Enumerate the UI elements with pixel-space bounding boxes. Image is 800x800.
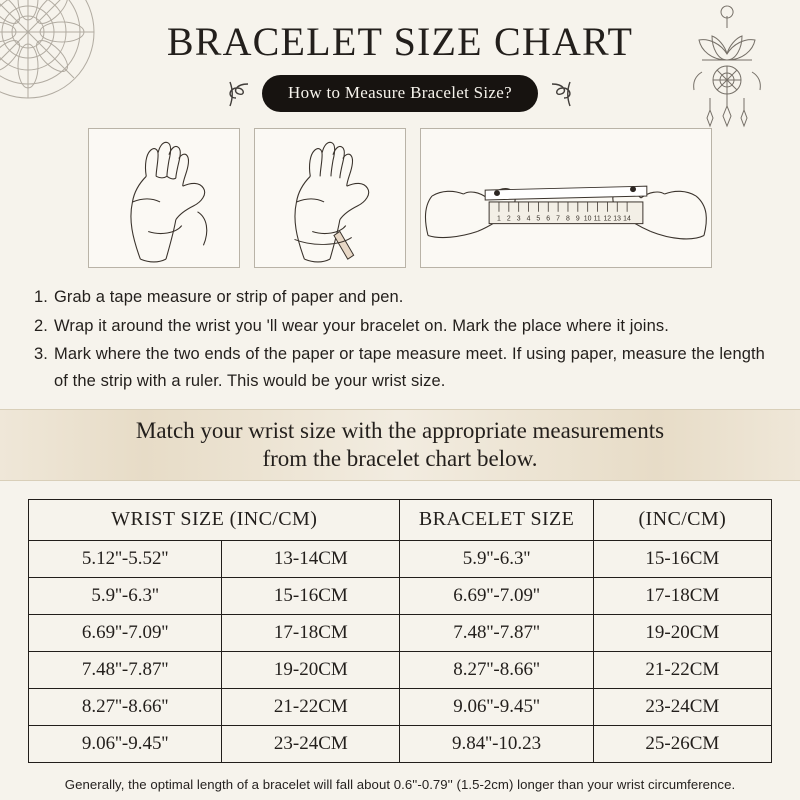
svg-text:14: 14	[623, 215, 631, 223]
subtitle-pill: How to Measure Bracelet Size?	[262, 75, 538, 112]
cell-bracelet-cm: 15-16CM	[593, 540, 771, 577]
table-row	[29, 540, 772, 577]
cell-wrist-cm: 19-20CM	[222, 651, 400, 688]
step-text: Mark where the two ends of the paper or tape measure meet. If using paper, measure the length of the strip with a ruler. This would be your wrist size.	[54, 345, 765, 391]
cell-wrist-cm: 13-14CM	[222, 540, 400, 577]
photo-hand-with-paper-strip	[254, 128, 406, 268]
footnote: Generally, the optimal length of a bracelet will fall about 0.6''-0.79'' (1.5-2cm) longer than your wrist circumference.	[64, 776, 736, 792]
cell-bracelet-inch: 7.48''-7.87''	[400, 614, 593, 651]
svg-text:10: 10	[583, 215, 592, 223]
cell-wrist-cm: 15-16CM	[222, 577, 400, 614]
header-bracelet-size: BRACELET SIZE	[400, 499, 593, 540]
list-item	[34, 284, 766, 311]
cell-wrist-cm: 21-22CM	[222, 688, 400, 725]
svg-text:3: 3	[516, 215, 521, 223]
svg-text:13: 13	[613, 215, 621, 223]
svg-text:8: 8	[566, 215, 570, 223]
table-row	[29, 725, 772, 762]
step-number: 3.	[34, 345, 48, 364]
banner-line-1: Match your wrist size with the appropriate measurements	[135, 417, 665, 443]
flourish-left-icon	[226, 80, 252, 108]
svg-text:6: 6	[546, 215, 551, 223]
cell-bracelet-inch: 9.84''-10.23	[400, 725, 593, 762]
svg-text:7: 7	[556, 215, 560, 223]
step-text: Grab a tape measure or strip of paper and pen.	[54, 288, 404, 306]
cell-wrist-inch: 8.27''-8.66''	[29, 688, 222, 725]
match-banner	[0, 409, 800, 481]
subtitle-row	[0, 75, 800, 112]
list-item	[34, 313, 766, 340]
step-number: 1.	[34, 288, 48, 306]
page-title: BRACELET SIZE CHART	[166, 19, 634, 64]
flourish-right-icon	[548, 80, 574, 108]
photo-measuring-strip-with-ruler	[420, 128, 712, 268]
banner-line-2: from the bracelet chart below.	[262, 445, 538, 471]
table-row	[29, 651, 772, 688]
cell-bracelet-inch: 5.9''-6.3''	[400, 540, 593, 577]
instruction-steps	[34, 284, 766, 395]
cell-bracelet-inch: 6.69''-7.09''	[400, 577, 593, 614]
instruction-images	[0, 128, 800, 268]
cell-wrist-inch: 5.12''-5.52''	[29, 540, 222, 577]
cell-wrist-cm: 23-24CM	[222, 725, 400, 762]
cell-wrist-inch: 6.69''-7.09''	[29, 614, 222, 651]
step-text: Wrap it around the wrist you 'll wear your bracelet on. Mark the place where it joins.	[54, 316, 669, 335]
size-table	[28, 499, 772, 763]
svg-text:1: 1	[497, 215, 501, 223]
list-item	[34, 341, 766, 394]
step-number: 2.	[34, 316, 48, 335]
cell-bracelet-inch: 9.06''-9.45''	[400, 688, 593, 725]
cell-wrist-inch: 9.06''-9.45''	[29, 725, 222, 762]
cell-wrist-inch: 7.48''-7.87''	[29, 651, 222, 688]
size-table-wrap	[28, 499, 772, 763]
svg-text:2: 2	[506, 215, 511, 223]
svg-text:4: 4	[526, 215, 531, 223]
table-row	[29, 688, 772, 725]
svg-text:5: 5	[536, 215, 541, 223]
table-header-row	[29, 499, 772, 540]
table-row	[29, 614, 772, 651]
cell-wrist-inch: 5.9''-6.3''	[29, 577, 222, 614]
svg-text:9: 9	[575, 215, 580, 223]
photo-hand-with-tape-measure	[88, 128, 240, 268]
cell-bracelet-inch: 8.27''-8.66''	[400, 651, 593, 688]
cell-wrist-cm: 17-18CM	[222, 614, 400, 651]
cell-bracelet-cm: 19-20CM	[593, 614, 771, 651]
cell-bracelet-cm: 21-22CM	[593, 651, 771, 688]
svg-text:11: 11	[593, 215, 601, 223]
cell-bracelet-cm: 17-18CM	[593, 577, 771, 614]
svg-text:12: 12	[603, 215, 612, 223]
table-row	[29, 577, 772, 614]
header-wrist-size: WRIST SIZE (INC/CM)	[29, 499, 400, 540]
cell-bracelet-cm: 25-26CM	[593, 725, 771, 762]
header-bracelet-unit: (INC/CM)	[593, 499, 771, 540]
cell-bracelet-cm: 23-24CM	[593, 688, 771, 725]
